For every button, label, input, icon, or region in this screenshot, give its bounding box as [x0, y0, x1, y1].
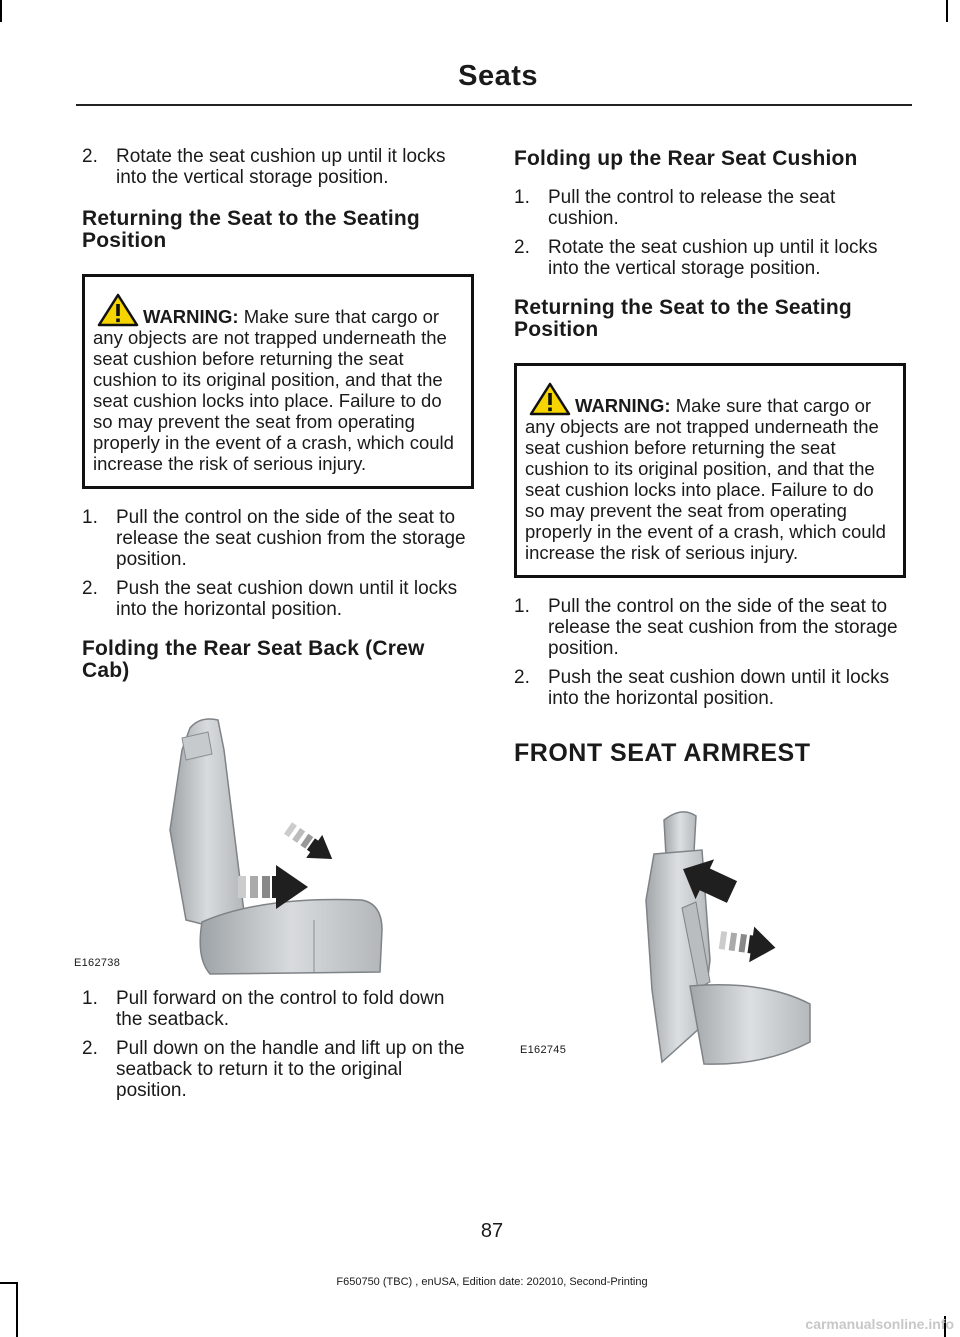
- list-item: 1. Pull the control to release the seat cushion.: [514, 187, 836, 229]
- list-item: 2. Push the seat cushion down until it locks into the horizontal position.: [82, 578, 458, 620]
- left-column: [74, 146, 474, 1109]
- section-heading-front-seat-armrest: FRONT SEAT ARMREST: [514, 739, 811, 767]
- warning-text: WARNING: Make sure that cargo or any objects are not trapped underneath the seat cushion before returning the seat cushion to its original position, and that the seat cushion locks into place. Failure to do so may prevent the seat from operating properly in the event of a crash, which could increase the risk of serious injury.: [93, 293, 463, 474]
- warning-text: WARNING: Make sure that cargo or any objects are not trapped underneath the seat cushion before returning the seat cushion to its original position, and that the seat cushion locks into place. Failure to do so may prevent the seat from operating properly in the event of a crash, which could increase the risk of serious injury.: [525, 382, 895, 563]
- warning-box: [82, 274, 474, 489]
- figure-label: E162738: [74, 957, 121, 969]
- returning-steps-list: [82, 507, 474, 620]
- list-item: 2. Rotate the seat cushion up until it locks into the vertical storage position.: [82, 146, 446, 188]
- intro-step-list: [82, 146, 474, 188]
- figure-label: E162745: [520, 1044, 567, 1056]
- header-divider: [76, 104, 912, 106]
- list-item: 2. Rotate the seat cushion up until it locks into the vertical storage position.: [514, 237, 878, 279]
- crop-mark-top-left: [0, 0, 2, 22]
- heading-returning-seat: Returning the Seat to the Seating Position: [514, 296, 852, 341]
- fold-arrow-diagonal: [280, 817, 340, 871]
- list-item: 2. Push the seat cushion down until it locks into the horizontal position.: [514, 667, 890, 709]
- seat-illustration: [82, 690, 474, 980]
- list-item: 1. Pull the control on the side of the seat to release the seat cushion from the storage position.: [514, 596, 898, 659]
- heading-returning-seat: Returning the Seat to the Seating Position: [82, 207, 420, 252]
- page-number: 87: [480, 1220, 504, 1242]
- list-item: 2. Pull down on the handle and lift up on the seatback to return it to the original position.: [82, 1038, 465, 1101]
- armrest-arrow-dashed: [717, 922, 777, 965]
- right-column: [514, 146, 906, 1080]
- warning-triangle-icon: [529, 382, 571, 416]
- page-title: Seats: [458, 60, 538, 92]
- list-item: 1. Pull forward on the control to fold down the seatback.: [82, 988, 445, 1030]
- returning-steps-list: [514, 596, 906, 709]
- folding-back-steps-list: [82, 988, 474, 1101]
- heading-folding-rear-seat-back: Folding the Rear Seat Back (Crew Cab): [82, 637, 425, 682]
- crop-mark-bottom-left-v: [16, 1282, 18, 1337]
- watermark: carmanualsonline.info: [805, 1316, 954, 1332]
- warning-box: [514, 363, 906, 578]
- seatback-fold-figure: [74, 690, 474, 980]
- folding-cushion-steps-list: [514, 187, 906, 279]
- armrest-figure: [514, 790, 906, 1080]
- heading-folding-up-rear-seat-cushion: Folding up the Rear Seat Cushion: [514, 147, 858, 170]
- warning-triangle-icon: [97, 293, 139, 327]
- crop-mark-top-right: [946, 0, 948, 22]
- armrest-seat-illustration: [514, 790, 906, 1080]
- list-item: 1. Pull the control on the side of the seat to release the seat cushion from the storage position.: [82, 507, 466, 570]
- edition-footer: F650750 (TBC) , enUSA, Edition date: 202010, Second-Printing: [336, 1276, 648, 1288]
